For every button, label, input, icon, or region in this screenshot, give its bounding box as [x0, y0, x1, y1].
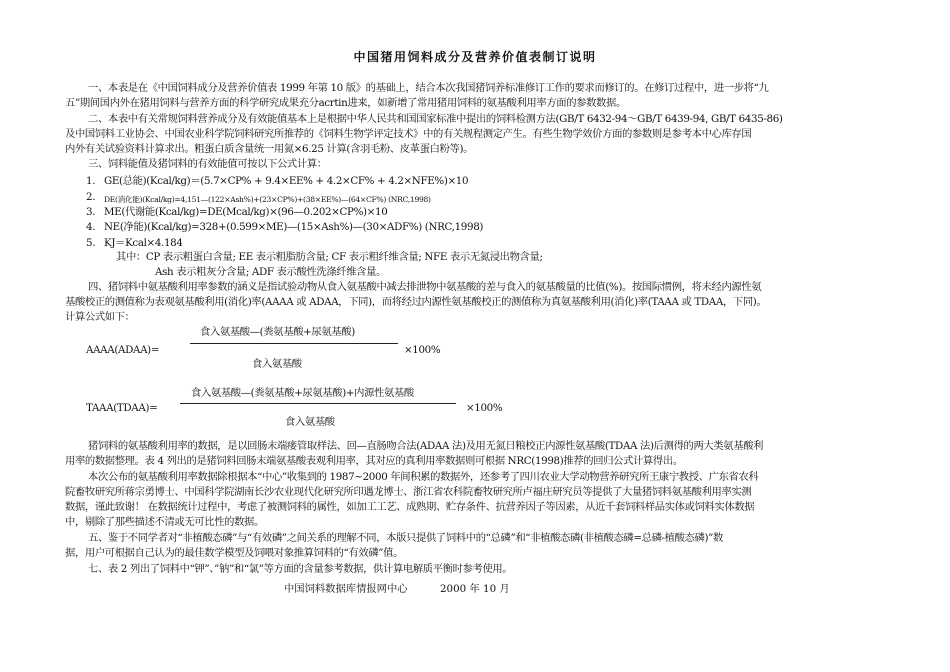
formula-2-number: 2. — [86, 191, 96, 203]
paragraph-3-intro: 三、饲料能值及猪饲料的有效能值可按以下公式计算： — [88, 158, 327, 170]
formula-3: ME(代谢能(Kcal/kg)=DE(Mcal/kg)×(96—0.202×CP%)×10 — [104, 206, 388, 218]
paragraph-6-line-3: 数据，谨此致谢！ 在数据统计过程中，考虑了被测饲料的属性，如加工工艺、成熟期、贮存条件、抗营养因子等因素，从近千套饲料样品实体或饲料实体数据 — [65, 501, 755, 513]
equation-2-denominator: 食入氨基酸 — [285, 416, 335, 428]
paragraph-5-line-2: 用率的数据整理。表 4 列出的是猪饲料回肠末端氨基酸表观利用率，其对应的真利用率数据则可根据 NRC(1998)推荐的回归公式计算得出。 — [65, 455, 683, 467]
signature-date: 2000 年 10 月 — [440, 583, 510, 595]
equation-1-fraction-line — [190, 343, 398, 344]
formula-4: NE(净能)(Kcal/kg)=328+(0.599×ME)—(15×Ash%)—(30×ADF%) (NRC,1998) — [104, 221, 484, 233]
paragraph-2-line-1: 二、本表中有关常规饲料营养成分及有效能值基本上是根据中华人民共和国国家标准中提出的饲料检测方法(GB/T 6432-94～GB/T 6439-94, GB/T 6435-86) — [88, 113, 783, 125]
paragraph-6-line-4: 中，剔除了那些描述不清或无可比性的数据。 — [65, 516, 264, 528]
paragraph-4-line-3: 计算公式如下： — [65, 311, 135, 323]
equation-2-factor: ×100% — [466, 402, 503, 414]
paragraph-2-line-3: 内外有关试验资料计算求出。粗蛋白质含量统一用氮×6.25 计算(含羽毛粉、皮革蛋白粉等)。 — [65, 143, 474, 155]
paragraph-5-line-1: 猪饲料的氨基酸利用率的数据，是以回肠末端瘘管取样法、回—直肠吻合法(ADAA 法)及用无氮日粮校正内源性氨基酸(TDAA 法)后测得的两大类氨基酸利 — [88, 440, 764, 452]
equation-2-fraction-line — [180, 403, 456, 404]
equation-1-numerator: 食入氨基酸—(粪氨基酸+尿氨基酸) — [200, 326, 355, 338]
paragraph-6-line-2: 院畜牧研究所蒋宗勇博士、中国科学院湖南长沙农业现代化研究所印遇龙博士、浙江省农科院畜牧研究所卢福庄研究员等提供了大量猪饲料氨基酸利用率实测 — [65, 486, 752, 498]
paragraph-4-line-1: 四、猪饲料中氨基酸利用率参数的涵义是指试验动物从食入氨基酸中减去排泄物中氨基酸的差与食入的氨基酸量的比值(%)。按国际惯例，将未经内源性氨 — [88, 281, 762, 293]
paragraph-7-line-2: 据，用户可根据自己认为的最佳数学模型及饲喂对象推算饲料的“有效磷”值。 — [65, 547, 404, 559]
signature-organization: 中国饲料数据库情报网中心 — [284, 583, 408, 595]
formula-1-number: 1. — [86, 175, 96, 187]
paragraph-7-line-1: 五、鉴于不同学者对“非植酸态磷”与“有效磷”之间关系的理解不同，本版只提供了饲料中的“总磷”和“非植酸态磷(非植酸态磷=总磷-植酸态磷)”数 — [88, 532, 723, 544]
paragraph-2-line-2: 及中国饲料工业协会、中国农业科学院饲料研究所推荐的《饲料生物学评定技术》中的有关规程测定产生。有些生物学效价方面的参数则是参考本中心库存国 — [65, 128, 752, 140]
paragraph-8: 七、表 2 列出了饲料中“钾”、”钠”和“氯”等方面的含量参考数据，供计算电解质平衡时参考使用。 — [88, 563, 513, 575]
paragraph-1-line-2: 五”期间国内外在猪用饲料与营养方面的科学研究成果充分acrtin进来，如新增了常用猪用饲料的氨基酸利用率方面的参数数据。 — [65, 97, 626, 109]
equation-1-label: AAAA(ADAA)= — [86, 344, 160, 356]
formula-5-number: 5. — [86, 237, 96, 249]
equation-2-numerator: 食入氨基酸—(粪氨基酸+尿氨基酸)+内源性氨基酸 — [191, 387, 414, 399]
equation-1-factor: ×100% — [404, 344, 441, 356]
formula-1: GE(总能)(Kcal/kg)＝(5.7×CP% + 9.4×EE% + 4.2×CF% + 4.2×NFE%)×10 — [104, 175, 469, 187]
notes-line-2: Ash 表示粗灰分含量; ADF 表示酸性洗涤纤维含量。 — [155, 266, 387, 278]
paragraph-6-line-1: 本次公布的氨基酸利用率数据除根据本“中心”收集到的 1987~2000 年间积累的数据外，还参考了四川农业大学动物营养研究所王康宁教授、广东省农科 — [88, 471, 759, 483]
formula-3-number: 3. — [86, 206, 96, 218]
equation-1-denominator: 食入氨基酸 — [252, 358, 302, 370]
formula-5: KJ＝Kcal×4.184 — [104, 237, 183, 249]
formula-4-number: 4. — [86, 221, 96, 233]
formula-2: DE(消化能)(Kcal/kg)=4,151—(122×Ash%)+(23×CP%)+(38×EE%)—(64×CF%) (NRC,1998) — [104, 195, 431, 204]
equation-2-label: TAAA(TDAA)= — [86, 402, 158, 414]
notes-line-1: 其中：CP 表示粗蛋白含量; EE 表示粗脂肪含量; CF 表示粗纤维含量; NFE 表示无氮浸出物含量; — [116, 251, 543, 263]
document-title: 中国猪用饲料成分及营养价值表制订说明 — [353, 50, 597, 64]
paragraph-1-line-1: 一、本表是在《中国饲料成分及营养价值表 1999 年第 10 版》的基础上，结合本次我国猪饲养标准修订工作的要求而修订的。在修订过程中，进一步将“九 — [88, 82, 769, 94]
paragraph-4-line-2: 基酸校正的测值称为表观氨基酸利用(消化)率(AAAA 或 ADAA，下同)，而将经过内源性氨基酸校正的测值称为真氨基酸利用(消化)率(TAAA 或 TDAA，下同)。 — [65, 296, 767, 308]
